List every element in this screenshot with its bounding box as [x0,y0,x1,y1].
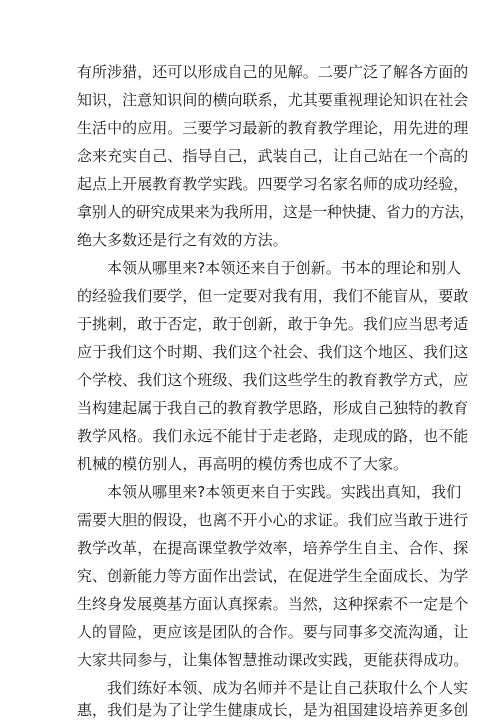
paragraph-4-line-2: 惠，我们是为了让学生健康成长，是为祖国建设培养更多创 [77,701,469,719]
paragraph-2-line-7: 教学风格。我们永远不能甘于走老路，走现成的路，也不能 [77,427,469,445]
paragraph-1-line-2: 知识，注意知识间的横向联系，尤其要重视理论知识在社会 [77,91,469,109]
paragraph-3-line-6: 人的冒险，更应该是团队的合作。要与同事多交流沟通，让 [77,623,469,641]
paragraph-1-line-5: 起点上开展教育教学实践。四要学习名家名师的成功经验， [77,175,469,193]
paragraph-1-line-3: 生活中的应用。三要学习最新的教育教学理论，用先进的理 [77,119,469,137]
paragraph-1-line-4: 念来充实自己、指导自己，武装自己，让自己站在一个高的 [77,147,469,165]
paragraph-2-line-6: 当构建起属于我自己的教育教学思路，形成自己独特的教育 [77,399,469,417]
paragraph-3-line-1: 本领从哪里来?本领更来自于实践。实践出真知，我们 [107,483,462,501]
paragraph-3-line-5: 生终身发展奠基方面认真探索。当然，这种探索不一定是个 [77,595,469,613]
paragraph-3-line-7: 大家共同参与，让集体智慧推动课改实践，更能获得成功。 [77,651,469,669]
paragraph-1-line-6: 拿别人的研究成果来为我所用，这是一种快捷、省力的方法， [77,203,474,221]
paragraph-2-line-3: 于挑刺，敢于否定，敢于创新，敢于争先。我们应当思考适 [77,315,469,333]
paragraph-2-line-2: 的经验我们要学，但一定要对我有用，我们不能盲从，要敢 [77,287,469,305]
paragraph-4-line-1: 我们练好本领、成为名师并不是让自己获取什么个人实 [107,679,469,697]
paragraph-1-line-1: 有所涉猎，还可以形成自己的见解。二要广泛了解各方面的 [77,63,469,81]
paragraph-1-line-7: 绝大多数还是行之有效的方法。 [77,231,288,249]
paragraph-3-line-2: 需要大胆的假设，也离不开小心的求证。我们应当敢于进行 [77,511,469,529]
paragraph-2-line-1: 本领从哪里来?本领还来自于创新。书本的理论和别人 [107,259,462,277]
paragraph-3-line-4: 究、创新能力等方面作出尝试，在促进学生全面成长、为学 [77,567,469,585]
paragraph-2-line-5: 个学校、我们这个班级、我们这些学生的教育教学方式，应 [77,371,469,389]
paragraph-3-line-3: 教学改革，在提高课堂教学效率，培养学生自主、合作、探 [77,539,469,557]
paragraph-2-line-4: 应于我们这个时期、我们这个社会、我们这个地区、我们这 [77,343,469,361]
paragraph-2-line-8: 机械的模仿别人，再高明的模仿秀也成不了大家。 [77,455,409,473]
